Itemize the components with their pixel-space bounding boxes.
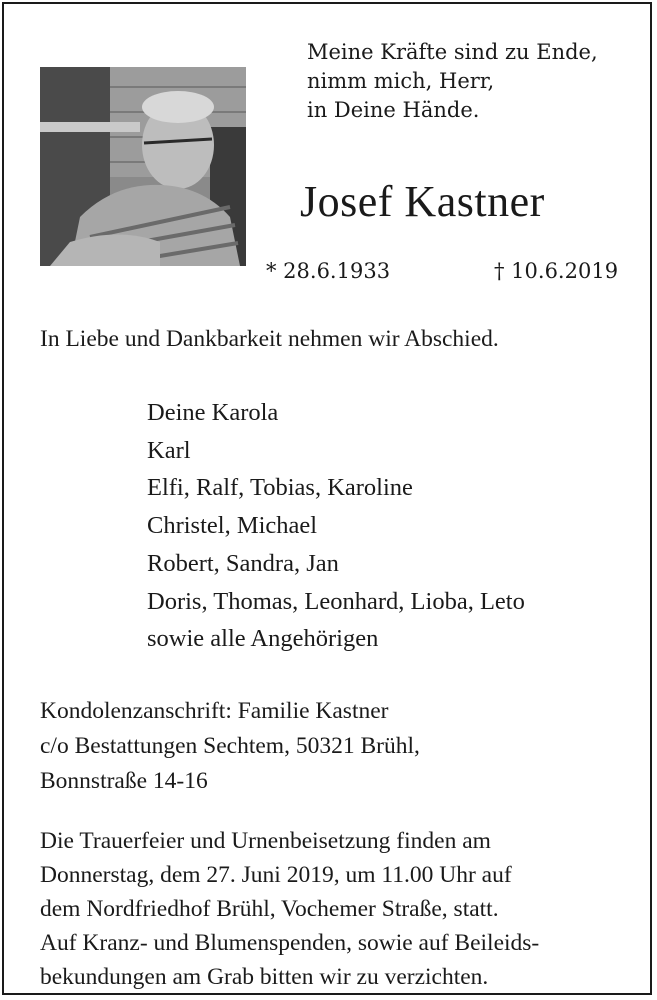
verse (307, 38, 627, 125)
mourner-line: Robert, Sandra, Jan (147, 549, 339, 577)
mourners-list (147, 394, 525, 658)
funeral-line: Die Trauerfeier und Urnenbeisetzung finden am (40, 828, 491, 854)
farewell-line: In Liebe und Dankbarkeit nehmen wir Abschied. (40, 326, 499, 352)
mourner-line: Doris, Thomas, Leonhard, Lioba, Leto (147, 587, 525, 615)
birth-date: * 28.6.1933 (266, 259, 391, 283)
mourner-line: sowie alle Angehörigen (147, 625, 379, 653)
address-line: c/o Bestattungen Sechtem, 50321 Brühl, (40, 733, 420, 759)
funeral-line: Donnerstag, dem 27. Juni 2019, um 11.00 Uhr auf (40, 862, 512, 888)
verse-line: Meine Kräfte sind zu Ende, (307, 40, 598, 64)
mourner-line: Karl (147, 436, 191, 464)
address-line: Kondolenzanschrift: Familie Kastner (40, 698, 389, 724)
funeral-line: Auf Kranz- und Blumenspenden, sowie auf Beileids- (40, 930, 540, 956)
address-line: Bonnstraße 14-16 (40, 768, 208, 794)
mourner-line: Christel, Michael (147, 512, 318, 540)
condolence-address (40, 694, 420, 799)
portrait-photo (40, 67, 246, 266)
mourner-line: Elfi, Ralf, Tobias, Karoline (147, 474, 413, 502)
verse-line: nimm mich, Herr, (307, 69, 495, 93)
verse-line: in Deine Hände. (307, 98, 480, 122)
portrait-image (40, 67, 246, 266)
death-date: † 10.6.2019 (494, 259, 619, 283)
deceased-name: Josef Kastner (300, 177, 545, 226)
obituary-frame (2, 2, 652, 995)
mourner-line: Deine Karola (147, 399, 279, 426)
funeral-line: bekundungen am Grab bitten wir zu verzichten. (40, 964, 489, 990)
funeral-line: dem Nordfriedhof Brühl, Vochemer Straße, statt. (40, 896, 499, 922)
funeral-details (40, 824, 620, 994)
